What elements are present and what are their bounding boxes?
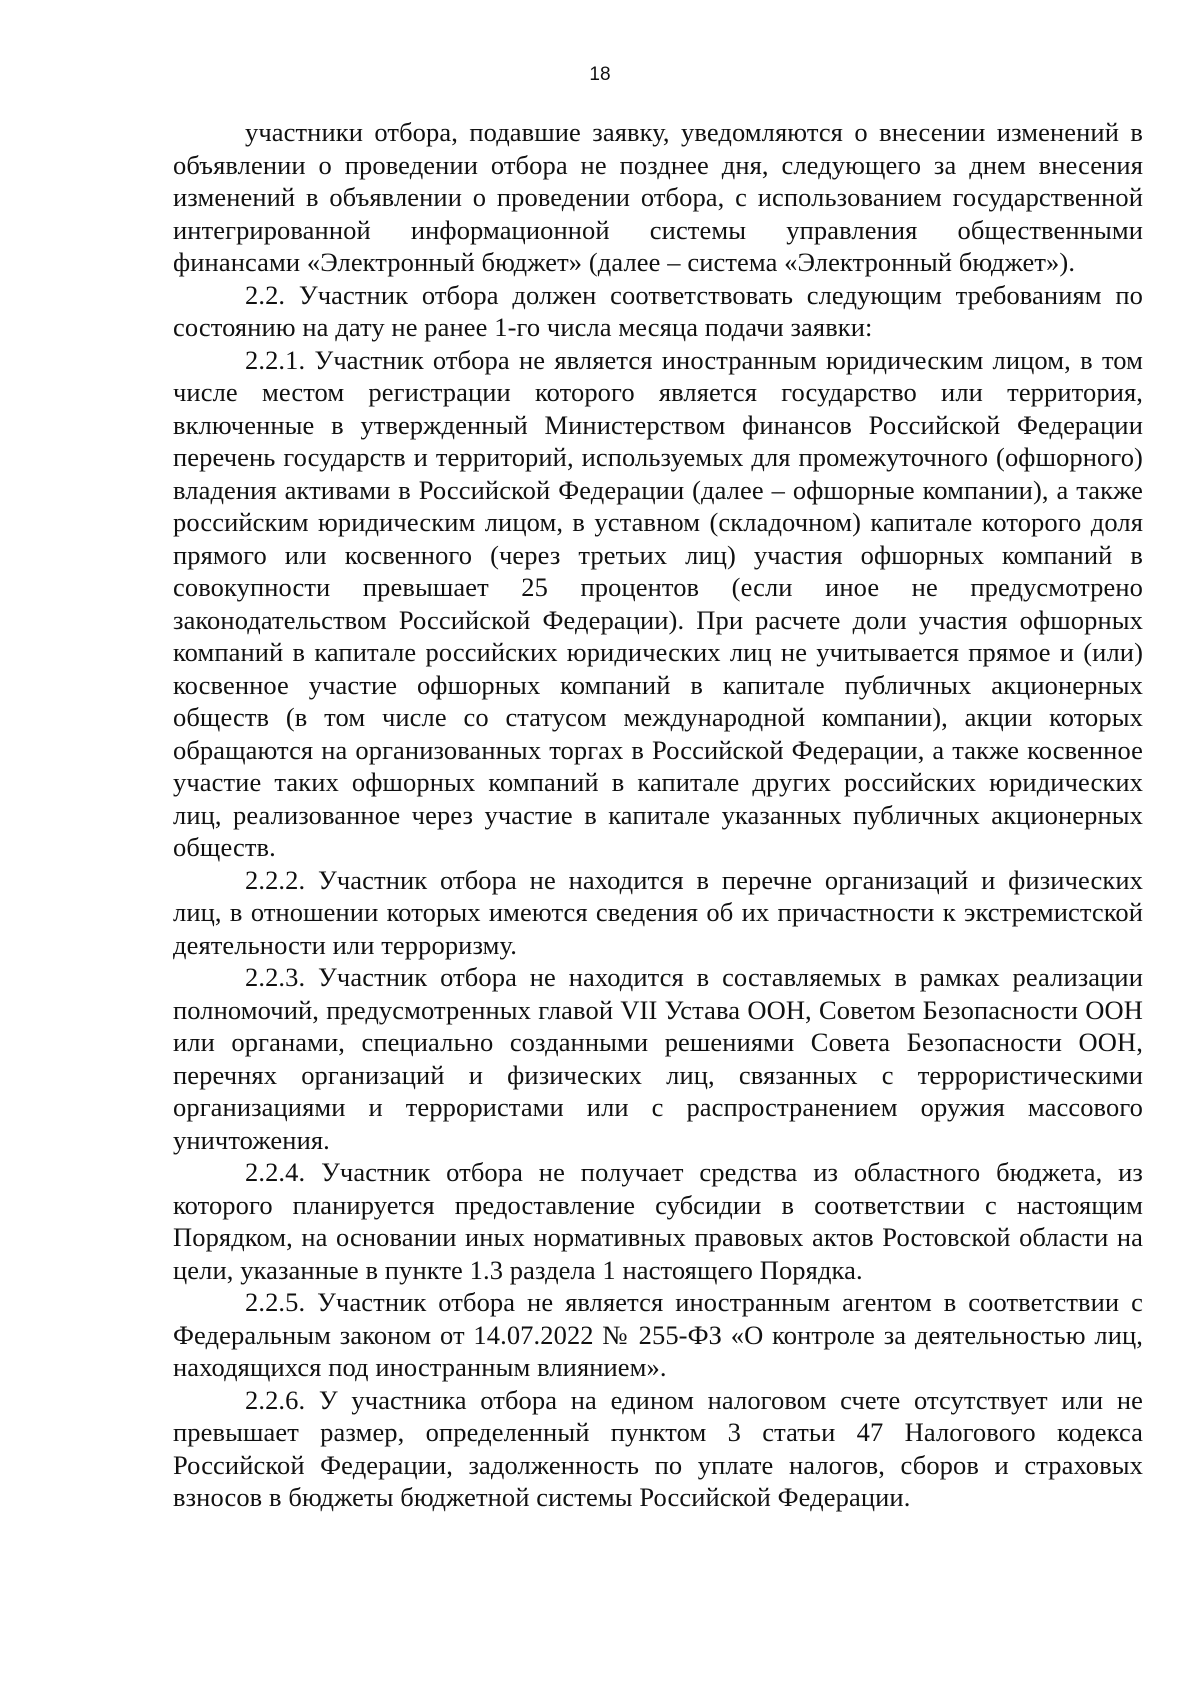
paragraph-2-2-2: 2.2.2. Участник отбора не находится в перечне организаций и физических лиц, в отношении которых имеются сведения об их причастности к экстремистской деятельности или терроризму. (173, 864, 1143, 960)
paragraph-2-2-6: 2.2.6. У участника отбора на едином налоговом счете отсутствует или не превышает размер, определенный пунктом 3 статьи 47 Налогового кодекса Российской Федерации, задолженность по уплате налогов, сборов и страховых взносов в бюджеты бюджетной системы Российской Федерации. (173, 1384, 1143, 1512)
paragraph-2-2-5: 2.2.5. Участник отбора не является иностранным агентом в соответствии с Федеральным законом от 14.07.2022 № 255-ФЗ «О контроле за деятельностью лиц, находящихся под иностранным влиянием». (173, 1287, 1143, 1382)
paragraph-2-2-1: 2.2.1. Участник отбора не является иностранным юридическим лицом, в том числе местом регистрации которого является государство или территория, включенные в утвержденный Министерством финансов Российской Федерации перечень государств и территорий, используемых для промежуточного (офшорного) владения активами в Российской Федерации (далее – офшорные компании), а также российским юридическим лицом, в уставном (складочном) капитале которого доля прямого или косвенного (через третьих лиц) участия офшорных компаний в совокупности превышает 25 процентов (если иное не предусмотрено законодательством Российской Федерации). При расчете доли участия офшорных компаний в капитале российских юридических лиц не учитывается прямое и (или) косвенное участие офшорных компаний в капитале публичных акционерных обществ (в том числе со статусом международной компании), акции которых обращаются на организованных торгах в Российской Федерации, а также косвенное участие таких офшорных компаний в капитале других российских юридических лиц, реализованное через участие в капитале указанных публичных акционерных обществ. (173, 344, 1143, 862)
paragraph-2-2: 2.2. Участник отбора должен соответствовать следующим требованиям по состоянию на дату не ранее 1-го числа месяца подачи заявки: (173, 279, 1143, 342)
paragraph-2-2-4: 2.2.4. Участник отбора не получает средства из областного бюджета, из которого планируется предоставление субсидии в соответствии с настоящим Порядком, на основании иных нормативных правовых актов Ростовской области на цели, указанные в пункте 1.3 раздела 1 настоящего Порядка. (173, 1157, 1143, 1285)
page-number: 18 (589, 64, 611, 85)
document-body (173, 116, 1143, 1514)
paragraph-2-2-3: 2.2.3. Участник отбора не находится в составляемых в рамках реализации полномочий, предусмотренных главой VII Устава ООН, Советом Безопасности ООН или органами, специально созданными решениями Совета Безопасности ООН, перечнях организаций и физических лиц, связанных с террористическими организациями и террористами или с распространением оружия массового уничтожения. (173, 962, 1143, 1155)
paragraph-continuation: участники отбора, подавшие заявку, уведомляются о внесении изменений в объявлении о проведении отбора не позднее дня, следующего за днем внесения изменений в объявлении о проведении отбора, с использованием государственной интегрированной информационной системы управления общественными финансами «Электронный бюджет» (далее – система «Электронный бюджет»). (173, 117, 1143, 277)
